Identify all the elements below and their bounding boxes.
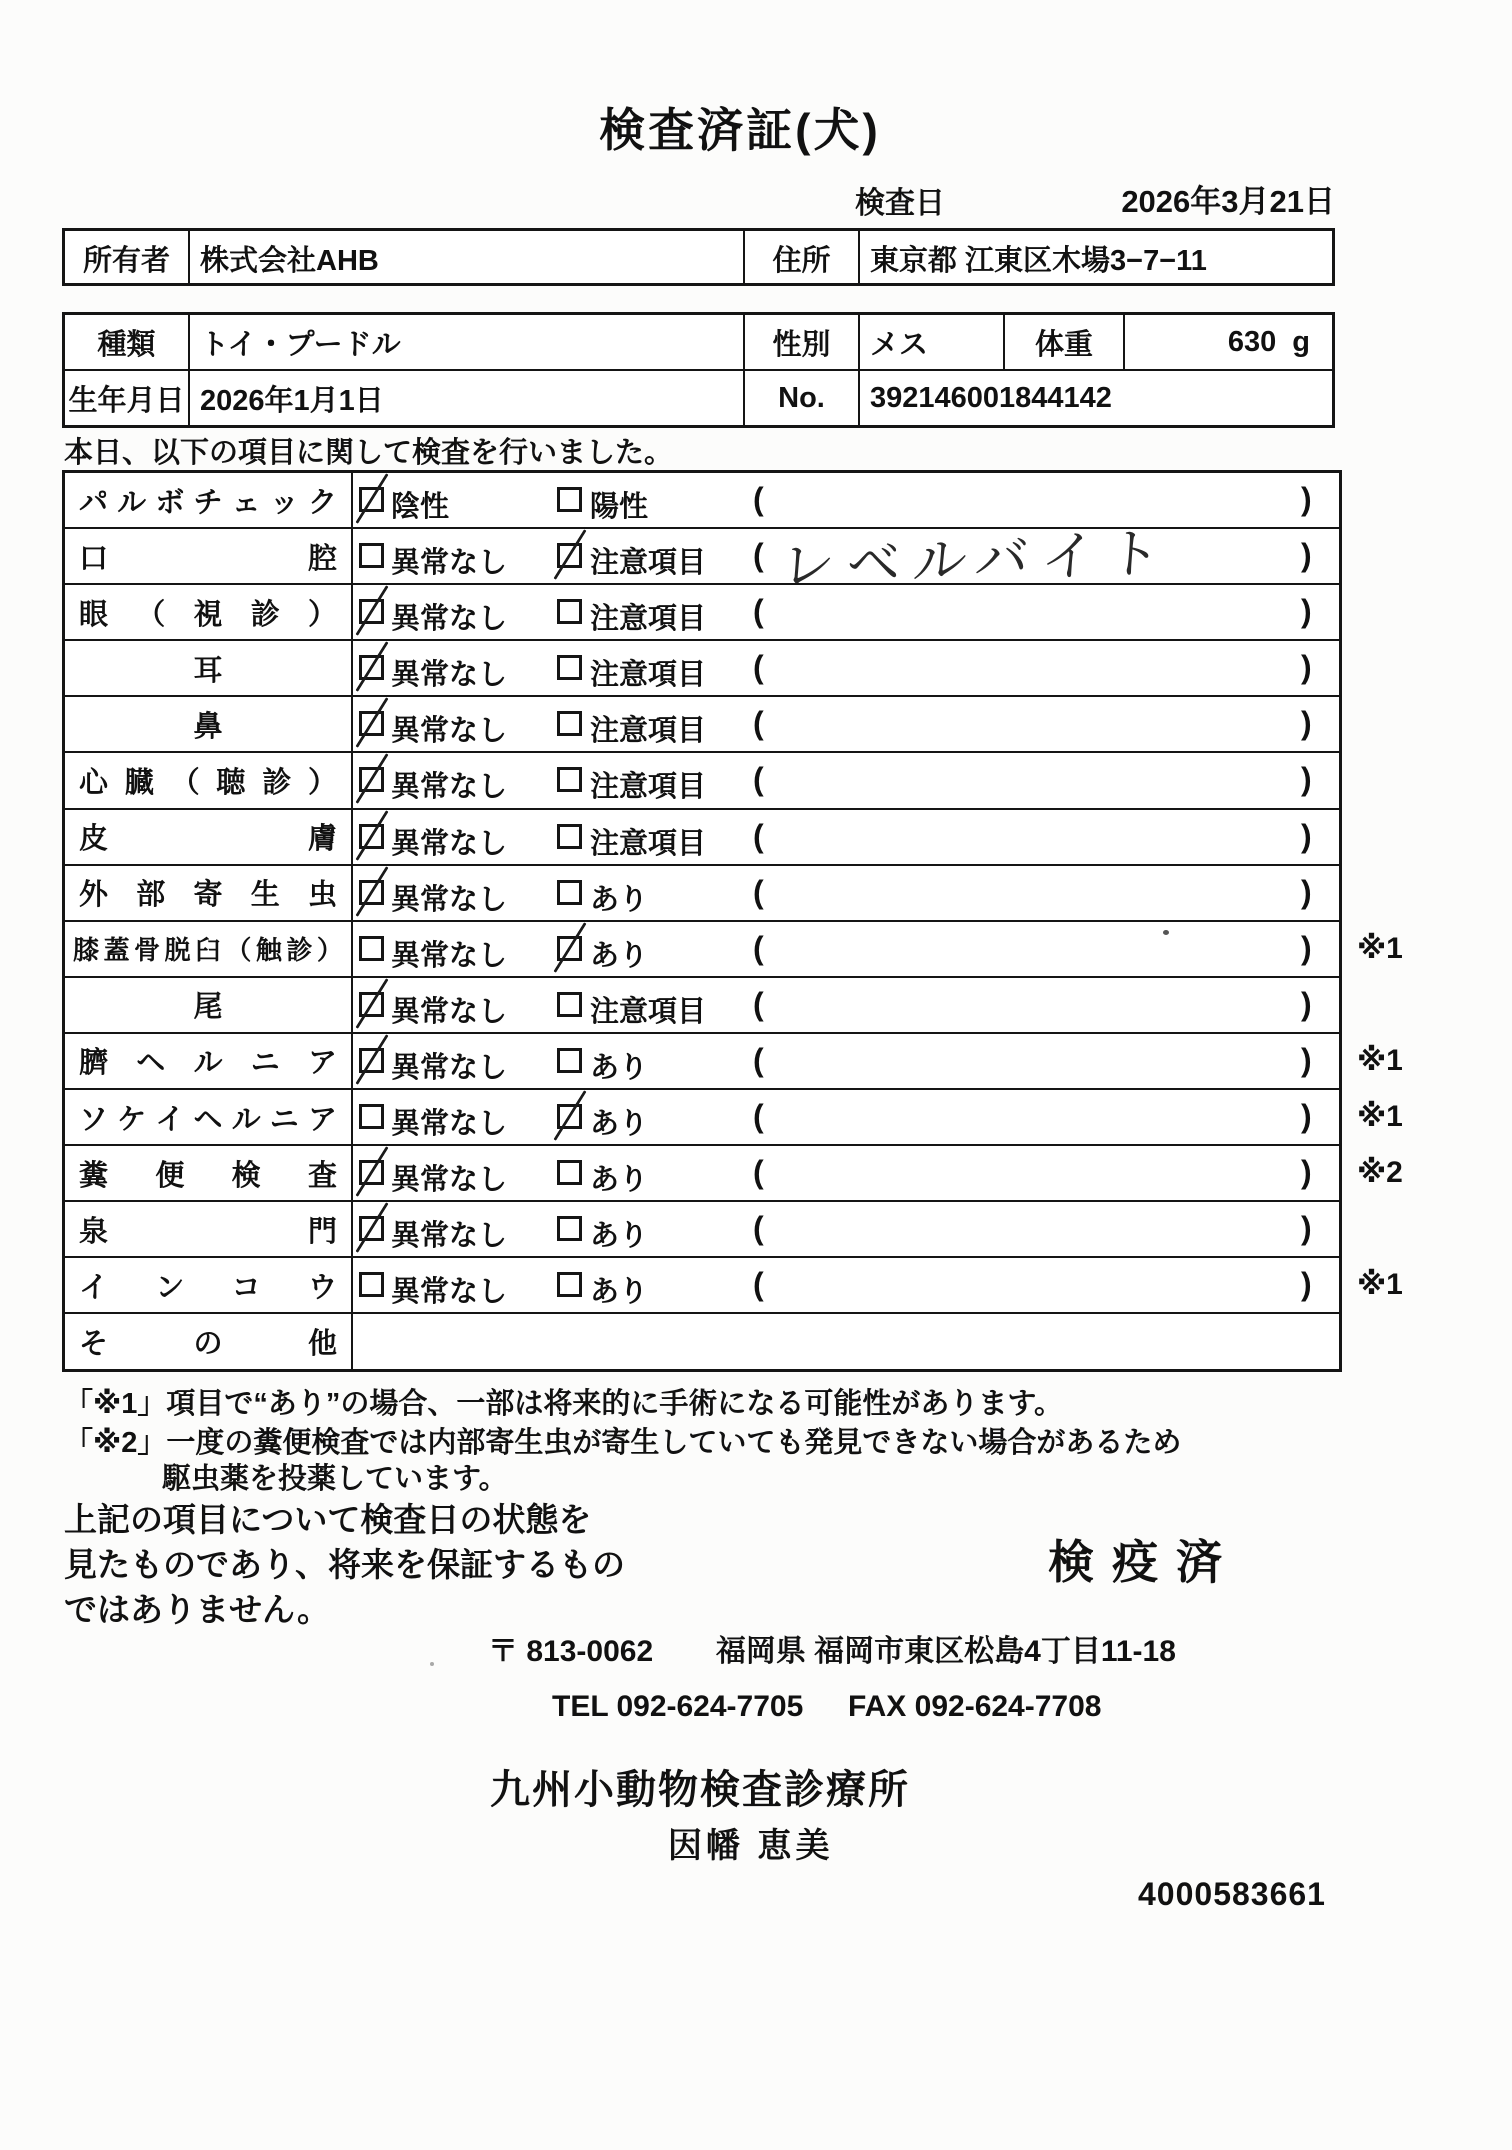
open-paren: (	[753, 985, 764, 1022]
label-char: ン	[155, 1271, 185, 1304]
label-char: 聴	[216, 767, 246, 800]
label-char: 糞	[79, 1159, 109, 1192]
checklist-row-label	[65, 1090, 353, 1144]
checkbox-icon	[359, 936, 384, 961]
clinic-tel: TEL 092-624-7705	[552, 1690, 804, 1723]
option-1-label: 異常なし	[391, 1220, 508, 1253]
checkbox-icon	[359, 1104, 384, 1129]
label-char: ケ	[117, 1103, 147, 1136]
checklist-row-label	[65, 641, 353, 695]
label-char: 査	[307, 1159, 337, 1192]
checklist-row-content	[353, 866, 1339, 920]
checklist-row	[65, 523, 1339, 598]
label-char: （	[136, 598, 166, 631]
label-char: 臓	[124, 767, 154, 800]
label-char: （	[225, 935, 252, 966]
checklist-row	[65, 1314, 1339, 1368]
checklist-row	[65, 1034, 1403, 1090]
checkbox	[557, 936, 582, 961]
label-char: 脱	[164, 935, 191, 966]
checklist-row	[65, 641, 1339, 697]
checkbox	[359, 992, 384, 1017]
checklist-row-label	[65, 810, 353, 864]
checklist-row-label	[65, 529, 353, 583]
label-char: ウ	[307, 1271, 337, 1304]
label-char: ェ	[231, 486, 261, 519]
option-2-label: あり	[590, 883, 649, 916]
close-paren: )	[1301, 705, 1312, 742]
checklist-row-content	[353, 1202, 1339, 1256]
disclaimer-line-2: 見たものであり、将来を保証するもの	[64, 1546, 625, 1583]
postal-mark: 〒	[488, 1635, 518, 1668]
disclaimer-line-3: ではありません。	[64, 1591, 330, 1628]
checkbox-icon	[557, 767, 582, 792]
sex-label: 性別	[743, 315, 858, 369]
close-paren: )	[1301, 1210, 1312, 1247]
option-1-label: 異常なし	[391, 883, 508, 916]
checkbox	[359, 767, 384, 792]
checklist-table	[62, 470, 1403, 1372]
option-2-label: 注意項目	[590, 603, 707, 636]
birth-label: 生年月日	[68, 384, 185, 417]
label-char: 臍	[79, 1047, 109, 1080]
scan-speck	[430, 1662, 434, 1666]
open-paren: (	[753, 1041, 764, 1078]
pet-table	[62, 312, 1335, 428]
serial-number: 4000583661	[1138, 1876, 1326, 1912]
checkbox-icon	[557, 1216, 582, 1241]
option-1-label: 異常なし	[391, 1276, 508, 1309]
checklist-row-label	[65, 753, 353, 807]
owner-row	[65, 231, 1332, 285]
birth-value: 2026年1月1日	[188, 371, 743, 425]
label-char: 虫	[307, 879, 337, 912]
label-char: の	[193, 1327, 223, 1360]
label-char: 診	[250, 598, 280, 631]
quarantine-stamp: 検疫済	[1048, 1536, 1240, 1588]
checkbox	[557, 599, 582, 624]
label-char: ッ	[269, 486, 299, 519]
option-1-label: 異常なし	[391, 1051, 508, 1084]
option-1-label: 異常なし	[391, 547, 508, 580]
option-1-label: 異常なし	[391, 827, 508, 860]
checkbox	[557, 1104, 582, 1129]
open-paren: (	[753, 1266, 764, 1303]
checkbox	[557, 1048, 582, 1073]
breed-row	[65, 315, 1332, 369]
option-2-label: 注意項目	[590, 547, 707, 580]
close-paren: )	[1301, 593, 1312, 630]
reference-mark: ※1	[1357, 1043, 1403, 1077]
checklist-row	[65, 1258, 1403, 1314]
checklist-row-label	[65, 1034, 353, 1088]
checklist-row-content	[353, 641, 1339, 695]
checkbox	[557, 1216, 582, 1241]
no-label: No.	[743, 371, 858, 425]
label-char: 臼	[194, 935, 221, 966]
checkbox	[359, 1272, 384, 1297]
reference-mark: ※1	[1357, 931, 1403, 965]
checklist-row	[65, 978, 1339, 1034]
close-paren: )	[1301, 1098, 1312, 1135]
close-paren: )	[1301, 873, 1312, 910]
checklist-row-content	[353, 1090, 1339, 1144]
label-char: 生	[250, 879, 280, 912]
checkbox-icon	[359, 543, 384, 568]
option-1-label: 異常なし	[391, 995, 508, 1028]
option-2-label: あり	[590, 1220, 649, 1253]
checklist-row-label	[65, 1314, 353, 1368]
checkbox	[557, 543, 582, 568]
checkbox	[557, 1160, 582, 1185]
clinic-postal-line	[488, 1626, 1176, 1670]
label-char: 尾	[193, 991, 223, 1024]
checklist-row-content	[353, 523, 1339, 598]
label-char: 泉	[79, 1215, 109, 1248]
label-char: ボ	[155, 486, 185, 519]
close-paren: )	[1301, 1266, 1312, 1303]
checklist-row	[65, 922, 1403, 978]
footnote-2: 「※2」一度の糞便検査では内部寄生虫が寄生していても発見できない場合があるため	[64, 1427, 1182, 1459]
checkbox-icon	[557, 711, 582, 736]
checklist-row-label	[65, 1146, 353, 1200]
reference-mark: ※1	[1357, 1100, 1403, 1134]
checkbox	[359, 655, 384, 680]
close-paren: )	[1301, 481, 1312, 517]
birth-row	[65, 369, 1332, 425]
label-char: ）	[307, 767, 337, 800]
checkbox	[359, 1160, 384, 1185]
label-char: 便	[155, 1159, 185, 1192]
checklist-row	[65, 1202, 1339, 1258]
checklist-row-content	[353, 753, 1339, 807]
intro-text: 本日、以下の項目に関して検査を行いました。	[64, 437, 674, 469]
sex-value: メス	[858, 315, 1003, 369]
open-paren: (	[753, 705, 764, 742]
close-paren: )	[1301, 649, 1312, 686]
breed-value: トイ・プードル	[188, 315, 743, 369]
label-char: イ	[155, 1103, 185, 1136]
open-paren: (	[753, 761, 764, 798]
label-char: 門	[307, 1215, 337, 1248]
checklist-row-content	[353, 1146, 1339, 1200]
page-title: 検査済証(犬)	[599, 104, 881, 156]
handwritten-note: レベルバイト	[778, 523, 1175, 598]
checkbox-icon	[557, 1272, 582, 1297]
checkbox-icon	[557, 880, 582, 905]
label-char: ヘ	[136, 1047, 166, 1080]
label-char: 検	[231, 1159, 261, 1192]
checklist-row-label	[65, 585, 353, 639]
checkbox	[359, 599, 384, 624]
label-char: コ	[231, 1271, 261, 1304]
weight-number: 630	[1227, 325, 1277, 358]
checkbox-icon	[557, 487, 582, 512]
checklist-row-label	[65, 1258, 353, 1312]
label-char: ヘ	[193, 1103, 223, 1136]
option-2-label: あり	[590, 1051, 649, 1084]
checklist-row	[65, 697, 1339, 753]
option-2-label: 注意項目	[590, 771, 707, 804]
weight-value	[1123, 315, 1338, 369]
checkbox-icon	[557, 655, 582, 680]
open-paren: (	[753, 817, 764, 854]
open-paren: (	[753, 1210, 764, 1247]
label-char: ア	[307, 1047, 337, 1080]
checklist-row	[65, 866, 1339, 922]
label-char: そ	[79, 1327, 109, 1360]
checklist-row-label	[65, 978, 353, 1032]
checkbox	[359, 1048, 384, 1073]
open-paren: (	[753, 593, 764, 630]
label-char: パ	[79, 486, 109, 519]
option-1-label: 異常なし	[391, 1108, 508, 1141]
checklist-row-label	[65, 866, 353, 920]
owner-label: 所有者	[82, 244, 170, 277]
label-char: 膚	[307, 823, 337, 856]
close-paren: )	[1301, 929, 1312, 966]
option-1-label: 異常なし	[391, 939, 508, 972]
footnote-1: 「※1」項目で“あり”の場合、一部は将来的に手術になる可能性があります。	[64, 1388, 1064, 1420]
checklist-row-content	[353, 1034, 1339, 1088]
checkbox	[359, 487, 384, 512]
checklist-row-label	[65, 1202, 353, 1256]
checkbox	[359, 880, 384, 905]
label-char: ニ	[269, 1103, 299, 1136]
label-char: 骨	[133, 935, 160, 966]
checklist-row-label	[65, 922, 353, 976]
checkbox	[359, 1104, 384, 1129]
open-paren: (	[753, 929, 764, 966]
label-char: 腔	[307, 542, 337, 575]
label-char: 鼻	[193, 710, 223, 743]
owner-table	[62, 228, 1335, 286]
label-char: 蓋	[103, 935, 130, 966]
label-char: ニ	[250, 1047, 280, 1080]
checklist-row-content	[353, 1314, 1339, 1368]
label-char: 外	[79, 879, 109, 912]
open-paren: (	[753, 1098, 764, 1135]
label-char: 視	[193, 598, 223, 631]
checkbox	[557, 767, 582, 792]
option-2-label: あり	[590, 1108, 649, 1141]
close-paren: )	[1301, 1041, 1312, 1078]
label-char: 寄	[193, 879, 223, 912]
owner-address: 東京都 江東区木場3−7−11	[858, 231, 1332, 285]
clinic-tel-line	[552, 1690, 1101, 1724]
address-label: 住所	[743, 231, 858, 285]
label-char: 診	[262, 767, 292, 800]
checklist-row-content	[353, 697, 1339, 751]
label-char: イ	[79, 1271, 109, 1304]
checkbox-icon	[557, 824, 582, 849]
checkbox	[557, 655, 582, 680]
checklist-row-content	[353, 978, 1339, 1032]
option-2-label: 注意項目	[590, 715, 707, 748]
checkbox	[359, 1216, 384, 1241]
option-2-label: 注意項目	[590, 995, 707, 1028]
open-paren: (	[753, 649, 764, 686]
footnote-2-cont: 駆虫薬を投薬しています。	[162, 1463, 508, 1495]
option-1-label: 異常なし	[391, 603, 508, 636]
inspection-date-value: 2026年3月21日	[1121, 184, 1335, 219]
checkbox-icon	[557, 599, 582, 624]
clinic-name: 九州小動物検査診療所	[490, 1768, 910, 1812]
checkbox	[557, 880, 582, 905]
checkbox-icon	[359, 1272, 384, 1297]
option-1-label: 異常なし	[391, 715, 508, 748]
checklist-row	[65, 1146, 1403, 1202]
inspection-date-label: 検査日	[855, 187, 945, 220]
label-char: ル	[193, 1047, 223, 1080]
label-char: 触	[255, 935, 282, 966]
weight-label: 体重	[1003, 315, 1123, 369]
scan-speck	[1163, 930, 1169, 935]
label-char: 他	[307, 1327, 337, 1360]
checkbox	[557, 1272, 582, 1297]
checklist-row-content	[353, 473, 1339, 527]
checklist-row	[65, 1090, 1403, 1146]
label-char: 口	[79, 542, 109, 575]
option-1-label: 異常なし	[391, 771, 508, 804]
label-char: （	[170, 767, 200, 800]
reference-mark: ※1	[1357, 1268, 1403, 1302]
checkbox	[557, 711, 582, 736]
option-2-label: 注意項目	[590, 827, 707, 860]
clinic-address: 福岡県 福岡市東区松島4丁目11-18	[715, 1635, 1176, 1668]
label-char: ソ	[79, 1103, 109, 1136]
label-char: ）	[307, 598, 337, 631]
owner-name: 株式会社AHB	[188, 231, 743, 285]
option-2-label: 注意項目	[590, 659, 707, 692]
no-value: 392146001844142	[858, 371, 1332, 425]
checkbox	[359, 936, 384, 961]
breed-label: 種類	[97, 328, 156, 361]
checkbox-icon	[557, 1048, 582, 1073]
checkbox	[359, 543, 384, 568]
checklist-row	[65, 810, 1339, 866]
label-char: ル	[231, 1103, 261, 1136]
label-char: 心	[79, 767, 109, 800]
option-2-label: あり	[590, 1276, 649, 1309]
checklist-row	[65, 585, 1339, 641]
veterinarian-name: 因幡 恵美	[668, 1827, 834, 1865]
label-char: 眼	[79, 598, 109, 631]
weight-unit: g	[1292, 325, 1310, 358]
checklist-row-content	[353, 810, 1339, 864]
close-paren: )	[1301, 817, 1312, 854]
option-2-label: あり	[590, 1164, 649, 1197]
checkbox	[557, 824, 582, 849]
label-char: ク	[307, 486, 337, 519]
postal-code: 813-0062	[526, 1635, 654, 1668]
option-1-label: 異常なし	[391, 659, 508, 692]
label-char: ル	[117, 486, 147, 519]
label-char: チ	[193, 486, 223, 519]
checkbox	[557, 487, 582, 512]
close-paren: )	[1301, 761, 1312, 798]
close-paren: )	[1301, 537, 1312, 574]
label-char: 膝	[73, 935, 100, 966]
checklist-row-content	[353, 1258, 1339, 1312]
checklist-row-label	[65, 473, 353, 527]
label-char: 部	[136, 879, 166, 912]
open-paren: (	[753, 1154, 764, 1191]
open-paren: (	[753, 873, 764, 910]
option-2-label: 陽性	[590, 491, 649, 523]
option-1-label: 異常なし	[391, 1164, 508, 1197]
checkbox	[359, 711, 384, 736]
label-char: 診	[286, 935, 313, 966]
open-paren: (	[753, 537, 764, 574]
option-1-label: 陰性	[391, 491, 450, 523]
label-char: 皮	[79, 823, 109, 856]
disclaimer-line-1: 上記の項目について検査日の状態を	[64, 1501, 592, 1538]
checklist-row-label	[65, 697, 353, 751]
label-char: 耳	[193, 654, 223, 687]
clinic-fax: FAX 092-624-7708	[847, 1690, 1102, 1723]
checkbox	[359, 824, 384, 849]
label-char: ア	[307, 1103, 337, 1136]
close-paren: )	[1301, 985, 1312, 1022]
close-paren: )	[1301, 1154, 1312, 1191]
checklist-row-content	[353, 922, 1339, 976]
checkbox-icon	[557, 992, 582, 1017]
checklist-row	[65, 753, 1339, 809]
reference-mark: ※2	[1357, 1156, 1403, 1190]
checkbox	[557, 992, 582, 1017]
label-char: ）	[316, 935, 343, 966]
checkbox-icon	[557, 1160, 582, 1185]
open-paren: (	[753, 481, 764, 517]
option-2-label: あり	[590, 939, 649, 972]
